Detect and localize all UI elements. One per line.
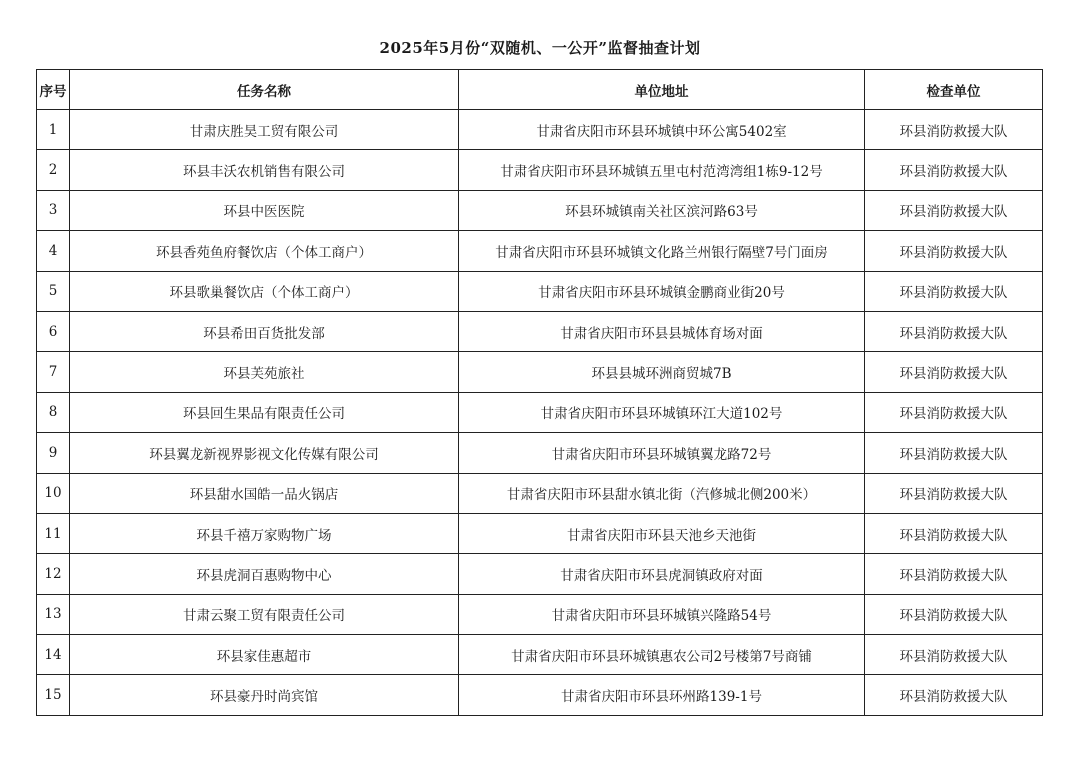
inspection-plan-table — [36, 69, 1043, 716]
cell-inspection-unit: 环县消防救援大队 — [865, 190, 1043, 230]
cell-task-name: 环县歌巢餐饮店（个体工商户） — [70, 271, 459, 311]
cell-serial-number: 15 — [37, 675, 70, 715]
cell-task-name: 环县丰沃农机销售有限公司 — [70, 150, 459, 190]
cell-unit-address: 甘肃省庆阳市环县环州路139-1号 — [459, 675, 865, 715]
cell-task-name: 环县千禧万家购物广场 — [70, 513, 459, 553]
cell-serial-number: 3 — [37, 190, 70, 230]
cell-serial-number: 5 — [37, 271, 70, 311]
cell-task-name: 甘肃庆胜昊工贸有限公司 — [70, 110, 459, 150]
cell-unit-address: 甘肃省庆阳市环县甜水镇北街（汽修城北侧200米） — [459, 473, 865, 513]
cell-unit-address: 甘肃省庆阳市环县环城镇兴隆路54号 — [459, 594, 865, 634]
header-unit-address: 单位地址 — [459, 70, 865, 110]
header-task-name: 任务名称 — [70, 70, 459, 110]
cell-inspection-unit: 环县消防救援大队 — [865, 150, 1043, 190]
cell-serial-number: 10 — [37, 473, 70, 513]
cell-unit-address: 甘肃省庆阳市环县环城镇惠农公司2号楼第7号商铺 — [459, 635, 865, 675]
table-row — [37, 352, 1043, 392]
cell-serial-number: 8 — [37, 392, 70, 432]
cell-serial-number: 2 — [37, 150, 70, 190]
table-row — [37, 392, 1043, 432]
cell-inspection-unit: 环县消防救援大队 — [865, 311, 1043, 351]
cell-task-name: 环县豪丹时尚宾馆 — [70, 675, 459, 715]
cell-unit-address: 甘肃省庆阳市环县环城镇文化路兰州银行隔壁7号门面房 — [459, 231, 865, 271]
cell-unit-address: 甘肃省庆阳市环县虎洞镇政府对面 — [459, 554, 865, 594]
cell-unit-address: 甘肃省庆阳市环县县城体育场对面 — [459, 311, 865, 351]
cell-task-name: 环县香苑鱼府餐饮店（个体工商户） — [70, 231, 459, 271]
table-row — [37, 231, 1043, 271]
cell-inspection-unit: 环县消防救援大队 — [865, 554, 1043, 594]
cell-task-name: 环县虎洞百惠购物中心 — [70, 554, 459, 594]
cell-serial-number: 7 — [37, 352, 70, 392]
cell-inspection-unit: 环县消防救援大队 — [865, 473, 1043, 513]
cell-inspection-unit: 环县消防救援大队 — [865, 352, 1043, 392]
cell-serial-number: 6 — [37, 311, 70, 351]
cell-inspection-unit: 环县消防救援大队 — [865, 231, 1043, 271]
cell-inspection-unit: 环县消防救援大队 — [865, 433, 1043, 473]
table-row — [37, 594, 1043, 634]
cell-task-name: 环县芙苑旅社 — [70, 352, 459, 392]
cell-inspection-unit: 环县消防救援大队 — [865, 110, 1043, 150]
cell-inspection-unit: 环县消防救援大队 — [865, 271, 1043, 311]
cell-unit-address: 甘肃省庆阳市环县环城镇中环公寓5402室 — [459, 110, 865, 150]
cell-task-name: 甘肃云聚工贸有限责任公司 — [70, 594, 459, 634]
cell-serial-number: 1 — [37, 110, 70, 150]
cell-unit-address: 甘肃省庆阳市环县环城镇金鹏商业街20号 — [459, 271, 865, 311]
cell-inspection-unit: 环县消防救援大队 — [865, 675, 1043, 715]
table-row — [37, 675, 1043, 715]
cell-unit-address: 甘肃省庆阳市环县天池乡天池街 — [459, 513, 865, 553]
cell-unit-address: 环县县城环洲商贸城7B — [459, 352, 865, 392]
cell-serial-number: 12 — [37, 554, 70, 594]
table-row — [37, 554, 1043, 594]
cell-inspection-unit: 环县消防救援大队 — [865, 392, 1043, 432]
cell-inspection-unit: 环县消防救援大队 — [865, 513, 1043, 553]
cell-unit-address: 甘肃省庆阳市环县环城镇翼龙路72号 — [459, 433, 865, 473]
cell-serial-number: 13 — [37, 594, 70, 634]
cell-unit-address: 甘肃省庆阳市环县环城镇环江大道102号 — [459, 392, 865, 432]
table-row — [37, 190, 1043, 230]
table-row — [37, 635, 1043, 675]
cell-task-name: 环县希田百货批发部 — [70, 311, 459, 351]
cell-inspection-unit: 环县消防救援大队 — [865, 635, 1043, 675]
table-row — [37, 311, 1043, 351]
header-row — [37, 70, 1043, 110]
cell-task-name: 环县家佳惠超市 — [70, 635, 459, 675]
header-inspection-unit: 检查单位 — [865, 70, 1043, 110]
table-row — [37, 473, 1043, 513]
cell-serial-number: 9 — [37, 433, 70, 473]
cell-serial-number: 4 — [37, 231, 70, 271]
table-row — [37, 271, 1043, 311]
header-serial-number: 序号 — [37, 70, 70, 110]
table-row — [37, 513, 1043, 553]
cell-task-name: 环县回生果品有限责任公司 — [70, 392, 459, 432]
table-row — [37, 433, 1043, 473]
table-row — [37, 150, 1043, 190]
cell-serial-number: 11 — [37, 513, 70, 553]
table-header — [37, 70, 1043, 110]
table-body — [37, 110, 1043, 716]
cell-inspection-unit: 环县消防救援大队 — [865, 594, 1043, 634]
table-row — [37, 110, 1043, 150]
cell-task-name: 环县翼龙新视界影视文化传媒有限公司 — [70, 433, 459, 473]
cell-unit-address: 环县环城镇南关社区滨河路63号 — [459, 190, 865, 230]
cell-serial-number: 14 — [37, 635, 70, 675]
cell-task-name: 环县甜水国皓一品火锅店 — [70, 473, 459, 513]
page-title: 2025年5月份“双随机、一公开”监督抽查计划 — [379, 39, 701, 57]
cell-task-name: 环县中医医院 — [70, 190, 459, 230]
cell-unit-address: 甘肃省庆阳市环县环城镇五里屯村范湾湾组1栋9-12号 — [459, 150, 865, 190]
